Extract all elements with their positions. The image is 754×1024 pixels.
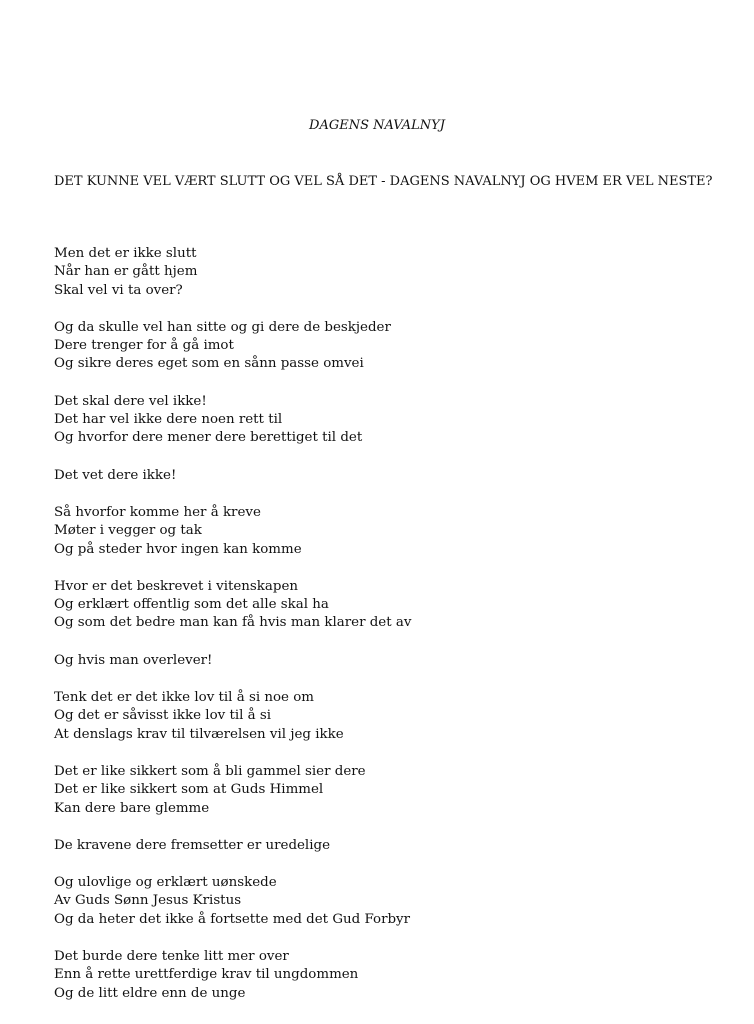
poem-stanza: [54, 652, 734, 670]
poem-stanza: [54, 689, 734, 744]
poem-stanza: [54, 837, 734, 855]
poem-line: At denslags krav til tilværelsen vil jeg ikke: [54, 726, 344, 742]
poem-stanza: [54, 763, 734, 818]
poem-line: Enn å rette urettferdige krav til ungdommen: [54, 967, 359, 983]
poem-line: Tenk det er det ikke lov til å si noe om: [54, 690, 314, 706]
poem-line: Av Guds Sønn Jesus Kristus: [54, 893, 242, 909]
poem-line: Dere trenger for å gå imot: [54, 338, 234, 354]
poem-line: Og det er såvisst ikke lov til å si: [54, 708, 272, 724]
poem-line: Og på steder hvor ingen kan komme: [54, 541, 302, 557]
poem-line: Så hvorfor komme her å kreve: [54, 504, 261, 520]
poem-line: Det vet dere ikke!: [54, 467, 177, 483]
document-subtitle: DET KUNNE VEL VÆRT SLUTT OG VEL SÅ DET - DAGENS NAVALNYJ OG HVEM ER VEL NESTE?: [54, 174, 713, 189]
poem-line: Det burde dere tenke litt mer over: [54, 949, 289, 965]
poem-line: Og hvis man overlever!: [54, 652, 213, 668]
poem-line: Og ulovlige og erklært uønskede: [54, 875, 277, 891]
poem-line: Møter i vegger og tak: [54, 523, 202, 539]
poem-line: Hvor er det beskrevet i vitenskapen: [54, 578, 299, 594]
poem-stanza: [54, 504, 734, 559]
poem-line: Og de litt eldre enn de unge: [54, 985, 246, 1001]
poem-stanza: [54, 467, 734, 485]
poem-line: Og erklært offentlig som det alle skal ha: [54, 597, 329, 613]
poem-line: Og da skulle vel han sitte og gi dere de beskjeder: [54, 319, 391, 335]
poem-line: Og da heter det ikke å fortsette med det Gud Forbyr: [54, 911, 411, 927]
poem-line: De kravene dere fremsetter er uredelige: [54, 837, 330, 853]
poem-stanza: [54, 319, 734, 374]
poem-line: Men det er ikke slutt: [54, 246, 197, 261]
poem-line: Når han er gått hjem: [54, 264, 198, 280]
poem-line: Og sikre deres eget som en sånn passe omvei: [54, 356, 364, 372]
poem-stanza: [54, 245, 734, 300]
poem-line: Det er like sikkert som at Guds Himmel: [54, 782, 324, 798]
poem-line: Det er like sikkert som å bli gammel sier dere: [54, 763, 366, 779]
poem-stanza: [54, 393, 734, 448]
poem-stanza: [54, 578, 734, 633]
poem-line: Skal vel vi ta over?: [54, 282, 183, 298]
poem-line: Og hvorfor dere mener dere berettiget til det: [54, 430, 363, 446]
poem-stanza: [54, 948, 734, 1003]
poem-line: Det har vel ikke dere noen rett til: [54, 412, 283, 428]
poem-line: Kan dere bare glemme: [54, 800, 210, 816]
poem-body: [54, 245, 734, 1022]
poem-line: Det skal dere vel ikke!: [54, 393, 207, 409]
poem-stanza: [54, 874, 734, 929]
poem-line: Og som det bedre man kan få hvis man klarer det av: [54, 615, 412, 631]
document-title: DAGENS NAVALNYJ: [309, 118, 445, 133]
